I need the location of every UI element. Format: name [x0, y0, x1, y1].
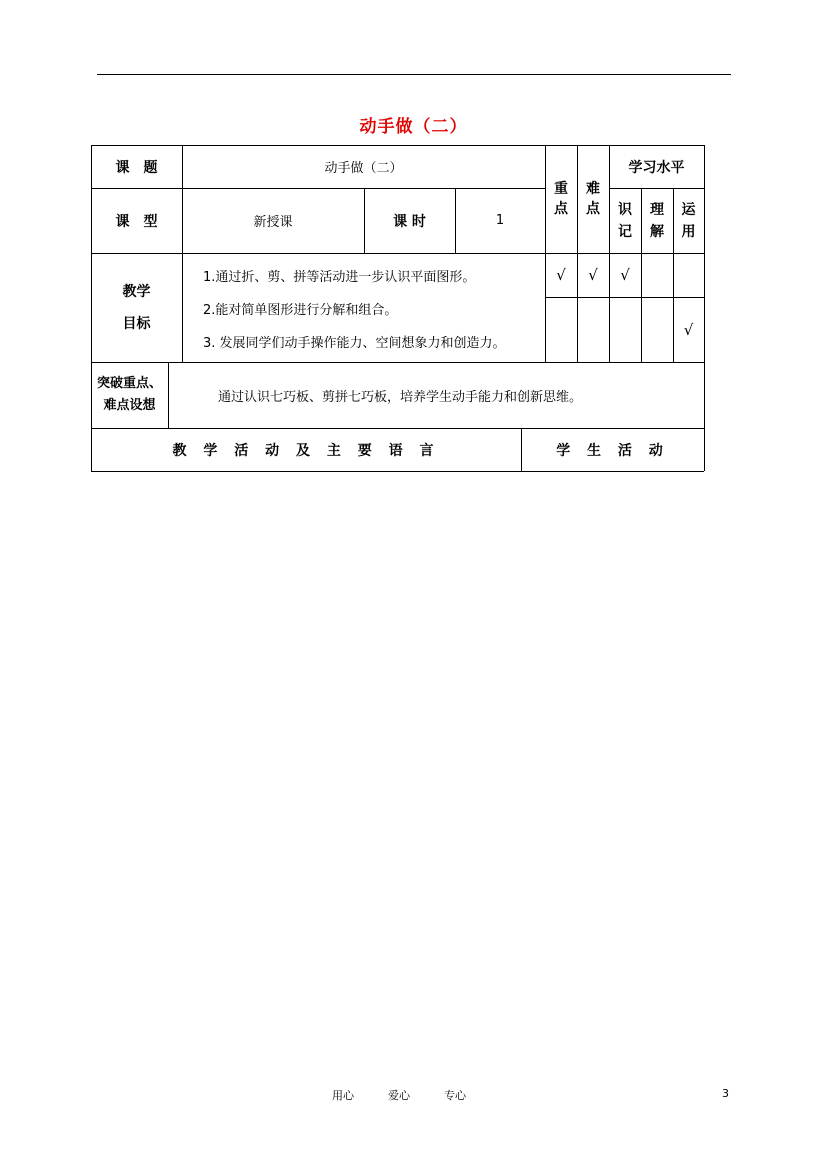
- learning-level-label: 学习水平: [628, 159, 685, 176]
- goal-item: 2.能对简单图形进行分解和组合。: [203, 303, 398, 318]
- check-mark: √: [620, 266, 630, 284]
- teaching-activity-label: 教 学 活 动 及 主 要 语 言: [172, 442, 440, 459]
- hours-label: 课 时: [393, 213, 426, 230]
- check-mark: √: [556, 266, 566, 284]
- breakthrough-label: 突破重点、难点设想: [96, 376, 162, 413]
- goal-item: 1.通过折、剪、拼等活动进一步认识平面图形。: [203, 270, 476, 285]
- student-activity-label: 学 生 活 动: [556, 442, 669, 459]
- level-understand-label: 理解: [650, 201, 664, 240]
- type-label: 课 型: [115, 213, 158, 230]
- table-border-right: [704, 145, 705, 471]
- table-border-bottom: [91, 471, 704, 472]
- goals-label: 教学目标: [122, 283, 151, 332]
- topic-label: 课 题: [115, 159, 158, 176]
- topic-value: 动手做（二）: [324, 161, 403, 176]
- header-rule: [97, 74, 731, 75]
- type-value: 新授课: [253, 215, 293, 230]
- footer-item: 用心: [332, 1089, 354, 1102]
- hours-value: 1: [495, 213, 505, 228]
- key-point-label: 重点: [554, 181, 568, 217]
- check-mark: √: [588, 266, 598, 284]
- footer-item: 专心: [444, 1089, 466, 1102]
- check-mark: √: [683, 320, 694, 339]
- difficult-point-label: 难点: [586, 181, 600, 217]
- breakthrough-value: 通过认识七巧板、剪拼七巧板，培养学生动手能力和创新思维。: [218, 389, 583, 405]
- goal-item: 3. 发展同学们动手操作能力、空间想象力和创造力。: [203, 336, 506, 351]
- level-apply-label: 运用: [681, 201, 696, 240]
- document-title: 动手做（二）: [359, 117, 468, 137]
- level-memorize-label: 识记: [618, 201, 632, 240]
- page-number: 3: [722, 1087, 729, 1100]
- footer-item: 爱心: [388, 1089, 410, 1102]
